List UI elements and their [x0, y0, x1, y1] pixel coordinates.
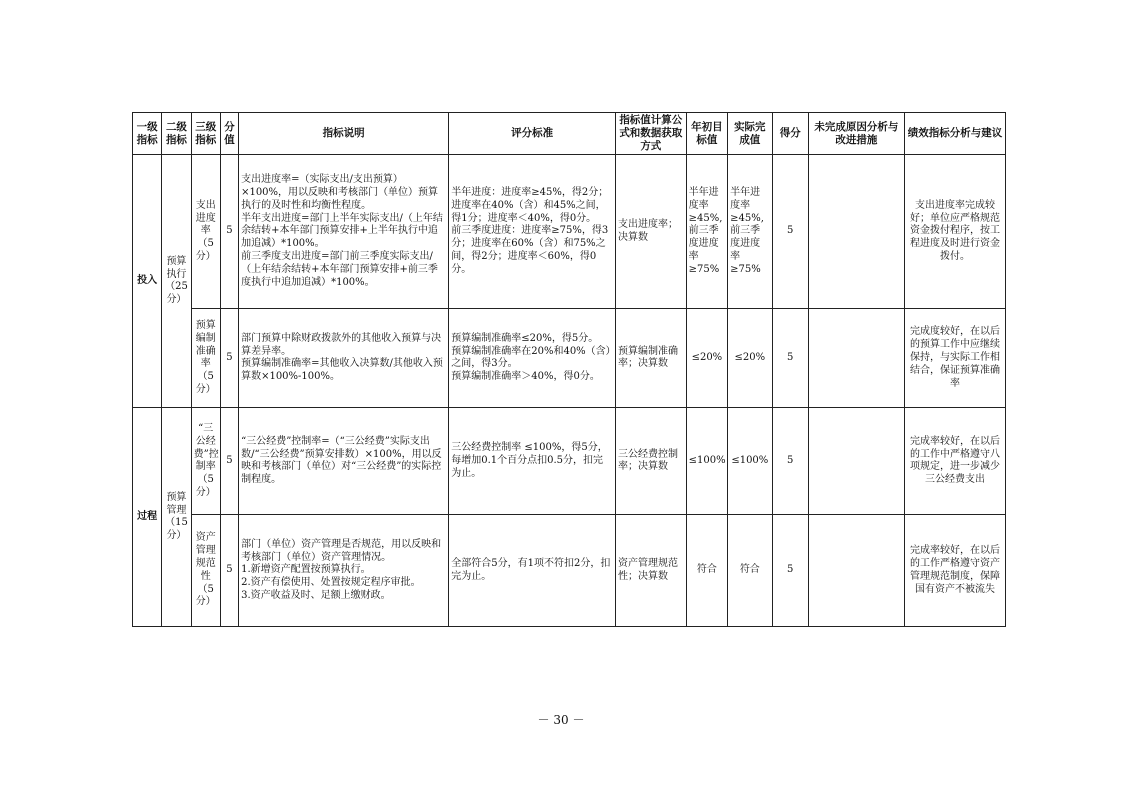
- level2-cell: 预算管理（15分）: [162, 408, 191, 627]
- level3-cell: “三公经费”控制率（5分）: [191, 408, 220, 515]
- score-cell: 5: [220, 155, 238, 309]
- score-cell: 5: [220, 309, 238, 408]
- table-row: [133, 408, 1006, 515]
- header-method: 指标值计算公式和数据获取方式: [615, 113, 686, 155]
- suggestion-cell: 完成度较好，在以后的预算工作中应继续保持，与实际工作相结合，保证预算准确率: [904, 309, 1005, 408]
- header-got: 得分: [772, 113, 808, 155]
- level2-cell: 预算执行（25分）: [162, 155, 191, 408]
- criteria-cell: 半年进度：进度率≥45%，得2分；进度率在40%（含）和45%之间，得1分；进度率＜40%，得0分。 前三季度进度：进度率≥75%，得3分；进度率在60%（含）和75%之间，得2分；进度率＜60%，得0分。: [449, 155, 616, 309]
- suggestion-cell: 完成率较好，在以后的工作严格遵守资产管理规范制度，保障国有资产不被流失: [904, 515, 1005, 627]
- criteria-cell: 三公经费控制率 ≤100%，得5分，每增加0.1个百分点扣0.5分，扣完为止。: [449, 408, 616, 515]
- criteria-cell: 全部符合5分，有1项不符扣2分，扣完为止。: [449, 515, 616, 627]
- level3-cell: 预算编制准确率（5分）: [191, 309, 220, 408]
- method-cell: 三公经费控制率；决算数: [615, 408, 686, 515]
- header-suggestion: 绩效指标分析与建议: [904, 113, 1005, 155]
- target-cell: 符合: [686, 515, 727, 627]
- actual-cell: 半年进度率≥45%,前三季度进度率≥75%: [728, 155, 772, 309]
- header-level2: 二级指标: [162, 113, 191, 155]
- description-cell: “三公经费”控制率=（“三公经费”实际支出数/“三公经费”预算安排数）×100%，用以反映和考核部门（单位）对“三公经费”的实际控制程度。: [239, 408, 449, 515]
- level1-cell: 过程: [133, 408, 162, 627]
- target-cell: ≤20%: [686, 309, 727, 408]
- description-cell: 部门（单位）资产管理是否规范，用以反映和考核部门（单位）资产管理情况。 1.新增资产配置按预算执行。 2.资产有偿使用、处置按规定程序审批。 3.资产收益及时、足额上缴财政。: [239, 515, 449, 627]
- level3-cell: 支出进度率（5分）: [191, 155, 220, 309]
- header-level3: 三级指标: [191, 113, 220, 155]
- criteria-cell: 预算编制准确率≤20%，得5分。 预算编制准确率在20%和40%（含）之间，得3分。 预算编制准确率＞40%，得0分。: [449, 309, 616, 408]
- header-reason: 未完成原因分析与改进措施: [808, 113, 904, 155]
- level3-cell: 资产管理规范性（5分）: [191, 515, 220, 627]
- page-number: － 30 －: [537, 713, 585, 727]
- header-actual: 实际完成值: [728, 113, 772, 155]
- got-cell: 5: [772, 309, 808, 408]
- header-row: [133, 113, 1006, 155]
- target-cell: 半年进度率≥45%,前三季度进度率≥75%: [686, 155, 727, 309]
- description-cell: 支出进度率=（实际支出/支出预算）×100%，用以反映和考核部门（单位）预算执行的及时性和均衡性程度。 半年支出进度=部门上半年实际支出/（上年结余结转+本年部门预算安排+上半年执行中追加追减）*100%。 前三季度支出进度=部门前三季度实际支出/（上年结余结转+本年部门预算安排+前三季度执行中追加追减）*100%。: [239, 155, 449, 309]
- performance-table: [132, 112, 1006, 627]
- reason-cell: [808, 515, 904, 627]
- suggestion-cell: 完成率较好，在以后的工作中严格遵守八项规定，进一步减少三公经费支出: [904, 408, 1005, 515]
- method-cell: 预算编制准确率；决算数: [615, 309, 686, 408]
- level1-cell: 投入: [133, 155, 162, 408]
- header-target: 年初目标值: [686, 113, 727, 155]
- method-cell: 支出进度率；决算数: [615, 155, 686, 309]
- description-cell: 部门预算中除财政拨款外的其他收入预算与决算差异率。 预算编制准确率=其他收入决算数/其他收入预算数×100%-100%。: [239, 309, 449, 408]
- actual-cell: 符合: [728, 515, 772, 627]
- score-cell: 5: [220, 515, 238, 627]
- score-cell: 5: [220, 408, 238, 515]
- header-score: 分值: [220, 113, 238, 155]
- got-cell: 5: [772, 515, 808, 627]
- target-cell: ≤100%: [686, 408, 727, 515]
- method-cell: 资产管理规范性；决算数: [615, 515, 686, 627]
- table-row: [133, 309, 1006, 408]
- table-row: [133, 515, 1006, 627]
- header-description: 指标说明: [239, 113, 449, 155]
- suggestion-cell: 支出进度率完成较好；单位应严格规范资金拨付程序，按工程进度及时进行资金拨付。: [904, 155, 1005, 309]
- got-cell: 5: [772, 155, 808, 309]
- header-criteria: 评分标准: [449, 113, 616, 155]
- reason-cell: [808, 408, 904, 515]
- actual-cell: ≤20%: [728, 309, 772, 408]
- header-level1: 一级指标: [133, 113, 162, 155]
- table-row: [133, 155, 1006, 309]
- got-cell: 5: [772, 408, 808, 515]
- reason-cell: [808, 155, 904, 309]
- actual-cell: ≤100%: [728, 408, 772, 515]
- reason-cell: [808, 309, 904, 408]
